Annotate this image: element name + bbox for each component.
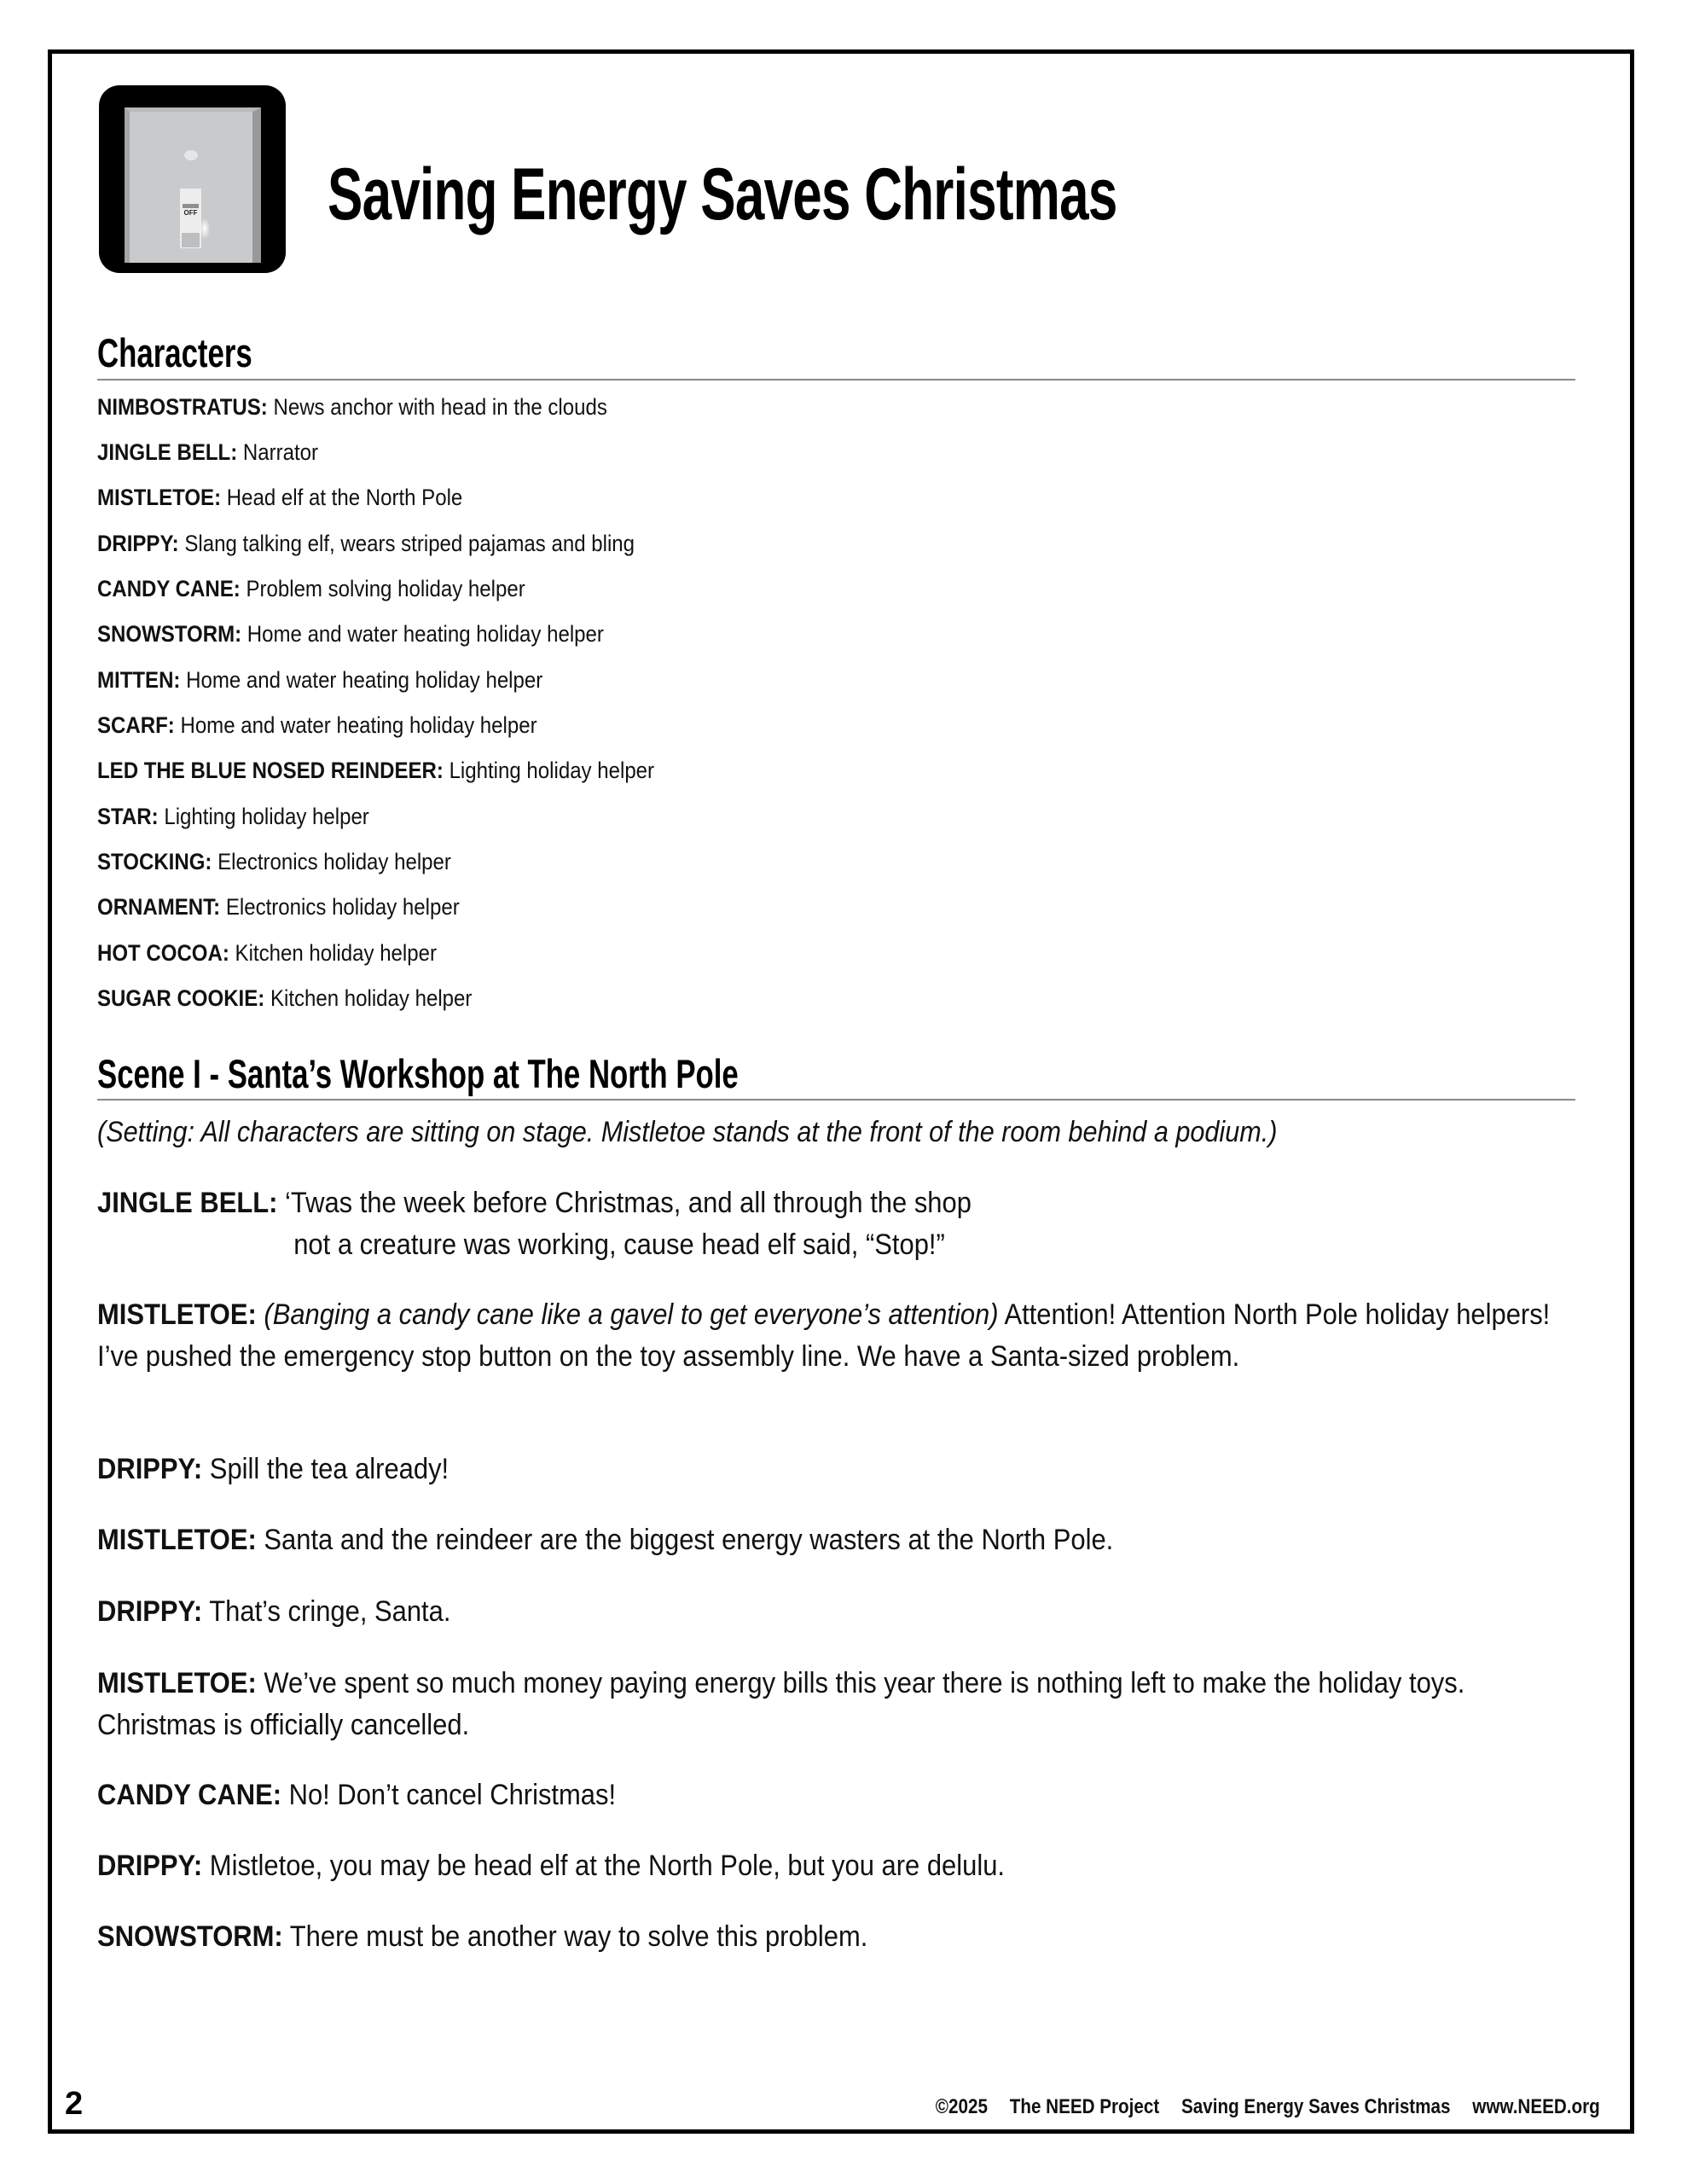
character-name: NIMBOSTRATUS: xyxy=(97,394,268,420)
footer xyxy=(936,2094,1600,2120)
dialogue-line xyxy=(97,1774,1580,1816)
footer-website-link[interactable]: www.NEED.org xyxy=(1472,2095,1600,2118)
character-item xyxy=(97,574,525,603)
character-item xyxy=(97,438,318,467)
character-description: Slang talking elf, wears striped pajamas and bling xyxy=(184,531,635,556)
page-number: 2 xyxy=(65,2086,84,2122)
character-item xyxy=(97,619,604,648)
character-description: Narrator xyxy=(242,439,319,465)
dialogue-line xyxy=(97,1663,1580,1746)
speaker-name: SNOWSTORM: xyxy=(97,1920,283,1953)
dialogue-line xyxy=(97,1519,1580,1561)
footer-publication: Saving Energy Saves Christmas xyxy=(1181,2095,1451,2118)
character-item xyxy=(97,802,369,831)
speaker-name: JINGLE BELL: xyxy=(97,1187,278,1219)
character-item xyxy=(97,665,542,694)
character-name: ORNAMENT: xyxy=(97,894,221,920)
character-description: Home and water heating holiday helper xyxy=(186,667,543,693)
dialogue-text: Santa and the reindeer are the biggest energy wasters at the North Pole. xyxy=(264,1524,1114,1556)
character-description: Kitchen holiday helper xyxy=(270,985,473,1011)
speaker-name: MISTLETOE: xyxy=(97,1667,257,1699)
dialogue-line xyxy=(97,1591,1580,1633)
character-item xyxy=(97,984,472,1013)
scene-heading: Scene I - Santa’s Workshop at The North Pole xyxy=(97,1051,739,1096)
dialogue-line xyxy=(97,1845,1580,1887)
character-item xyxy=(97,483,462,512)
speaker-name: DRIPPY: xyxy=(97,1453,203,1485)
character-description: Lighting holiday helper xyxy=(449,758,655,783)
character-description: Problem solving holiday helper xyxy=(246,576,525,601)
character-name: SCARF: xyxy=(97,712,175,738)
character-name: MISTLETOE: xyxy=(97,485,222,510)
dialogue-line xyxy=(97,1916,1580,1958)
switch-toggle xyxy=(180,189,201,248)
character-name: DRIPPY: xyxy=(97,531,179,556)
character-description: Electronics holiday helper xyxy=(218,849,451,874)
footer-organization: The NEED Project xyxy=(1009,2095,1160,2118)
character-item xyxy=(97,756,654,785)
dialogue-line xyxy=(97,1294,1580,1378)
character-description: Lighting holiday helper xyxy=(164,804,369,829)
character-name: SUGAR COOKIE: xyxy=(97,985,265,1011)
dialogue-text: Attention! Attention North Pole holiday helpers! I’ve pushed the emergency stop button on the toy assembly line. We have a Santa-sized problem. xyxy=(97,1298,1551,1373)
character-item xyxy=(97,847,451,876)
character-name: LED THE BLUE NOSED REINDEER: xyxy=(97,758,444,783)
stage-direction: (Banging a candy cane like a gavel to get everyone’s attention) xyxy=(264,1298,999,1331)
verse-line: not a creature was working, cause head elf said, “Stop!” xyxy=(293,1228,945,1261)
characters-divider xyxy=(97,379,1575,380)
dialogue-text: Mistletoe, you may be head elf at the North Pole, but you are delulu. xyxy=(209,1850,1006,1882)
character-item xyxy=(97,938,437,967)
character-description: Home and water heating holiday helper xyxy=(180,712,537,738)
dialogue-text: Spill the tea already! xyxy=(209,1453,450,1485)
switch-off-label: OFF xyxy=(183,209,198,217)
speaker-name: CANDY CANE: xyxy=(97,1779,282,1811)
scene-divider xyxy=(97,1099,1575,1101)
character-item xyxy=(97,711,537,740)
character-item xyxy=(97,892,460,921)
dialogue-text: That’s cringe, Santa. xyxy=(209,1595,451,1628)
verse-line: ‘Twas the week before Christmas, and all through the shop xyxy=(285,1187,972,1219)
dialogue-line xyxy=(97,1449,1580,1490)
character-description: Electronics holiday helper xyxy=(225,894,460,920)
characters-heading: Characters xyxy=(97,330,252,375)
character-description: Head elf at the North Pole xyxy=(226,485,463,510)
page-title: Saving Energy Saves Christmas xyxy=(328,154,1117,235)
character-name: SNOWSTORM: xyxy=(97,621,242,647)
speaker-name: DRIPPY: xyxy=(97,1850,203,1882)
switch-plate xyxy=(125,107,261,263)
footer-copyright: ©2025 xyxy=(936,2095,989,2118)
speaker-name: MISTLETOE: xyxy=(97,1298,257,1331)
character-description: Kitchen holiday helper xyxy=(235,940,437,966)
speaker-name: DRIPPY: xyxy=(97,1595,203,1628)
speaker-name: MISTLETOE: xyxy=(97,1524,257,1556)
character-item xyxy=(97,529,635,558)
character-name: HOT COCOA: xyxy=(97,940,229,966)
dialogue-text: There must be another way to solve this problem. xyxy=(289,1920,868,1953)
opening-verse xyxy=(97,1182,972,1266)
character-name: STOCKING: xyxy=(97,849,212,874)
dialogue-text: No! Don’t cancel Christmas! xyxy=(288,1779,617,1811)
character-name: CANDY CANE: xyxy=(97,576,241,601)
switch-screw xyxy=(184,150,198,160)
light-switch-off-icon xyxy=(99,85,286,273)
stage-direction-setting: (Setting: All characters are sitting on stage. Mistletoe stands at the front of the room behind a podium.) xyxy=(97,1116,1278,1148)
character-name: STAR: xyxy=(97,804,159,829)
character-item xyxy=(97,392,607,421)
dialogue-text: We’ve spent so much money paying energy bills this year there is nothing left to make the holiday toys. Christmas is officially cancelled. xyxy=(97,1667,1465,1741)
character-description: News anchor with head in the clouds xyxy=(273,394,607,420)
character-description: Home and water heating holiday helper xyxy=(246,621,604,647)
character-name: JINGLE BELL: xyxy=(97,439,238,465)
character-name: MITTEN: xyxy=(97,667,181,693)
